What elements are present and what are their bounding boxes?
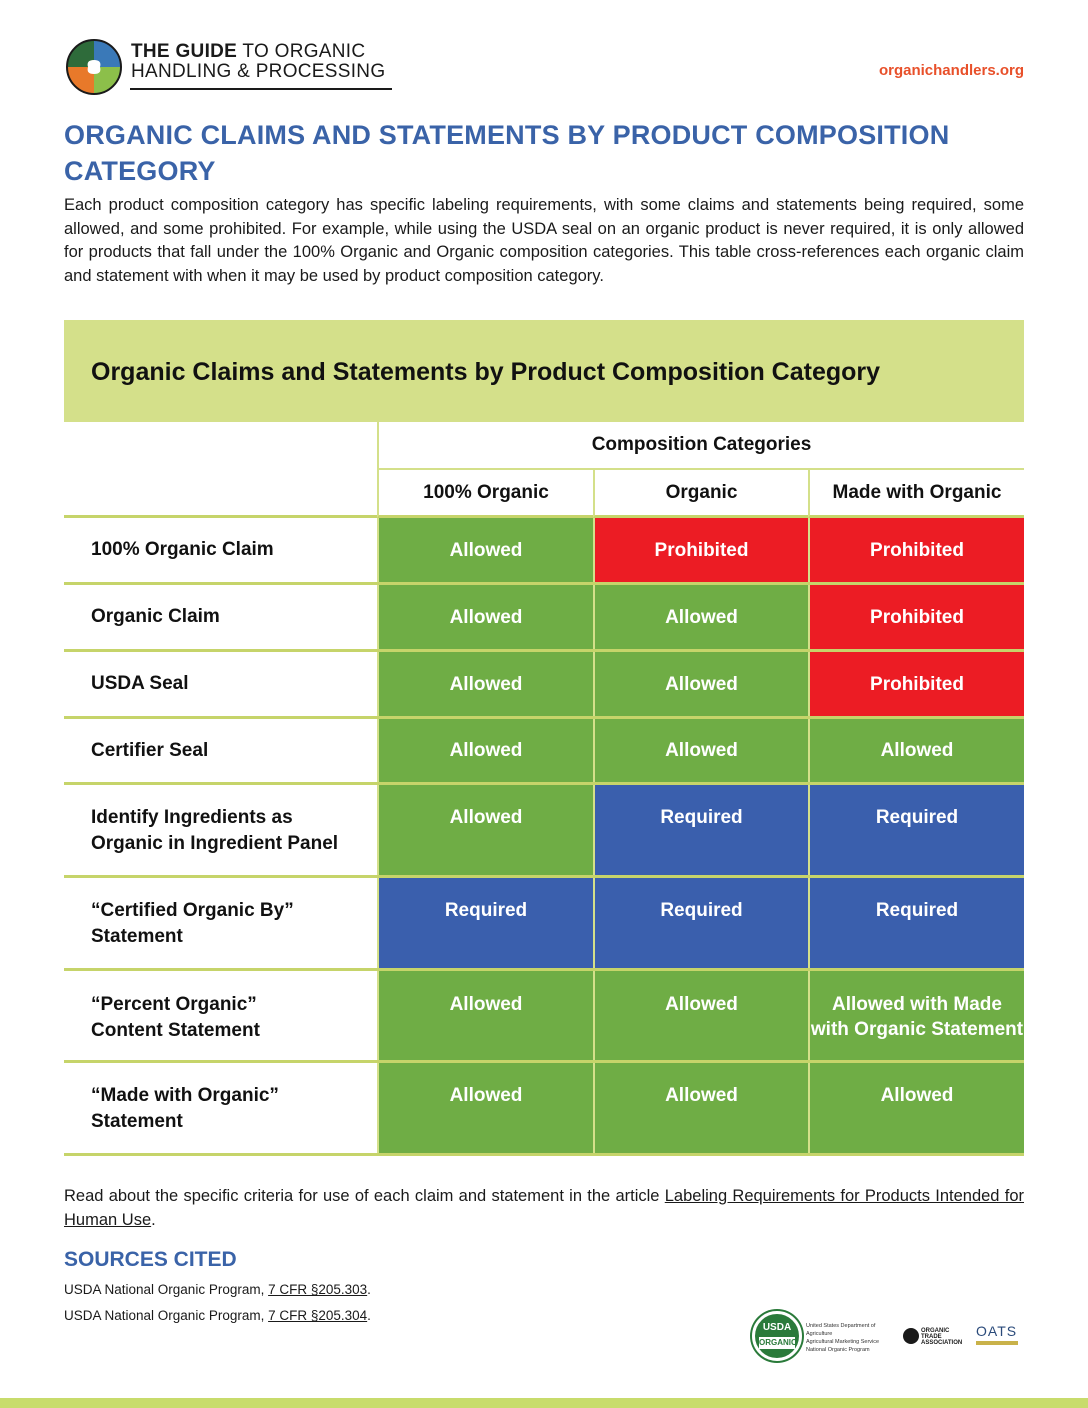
column-header-organic: Organic — [593, 470, 808, 518]
group-header: Composition Categories — [377, 422, 1024, 470]
oats-logo-underline — [976, 1341, 1018, 1345]
usda-organic-seal — [752, 1311, 802, 1361]
logo-line1-bold: THE GUIDE — [131, 41, 238, 62]
intro-paragraph: Each product composition category has specific labeling requirements, with some claims and statements being required, some allowed, and some prohibited. For example, while using the USDA seal on an organic product is never required, it is only allowed for products that fall under the 100% Organic and Organic composition categories. This table cross-references each organic claim and statement with when it may be used by product composition category. — [64, 196, 1024, 285]
oats-logo-text: OATS — [976, 1323, 1018, 1339]
table-row — [64, 785, 1024, 878]
source-suffix: . — [367, 1308, 371, 1323]
usda-caption-line: Agricultural Marketing Service — [806, 1339, 880, 1345]
usda-seal-top: USDA — [762, 1322, 792, 1333]
cell-allowed-with-statement — [808, 971, 1024, 1060]
page-title: ORGANIC CLAIMS AND STATEMENTS BY PRODUCT COMPOSITION CATEGORY — [64, 120, 950, 186]
footer-note — [64, 1184, 1024, 1232]
cell-required: Required — [808, 878, 1024, 968]
cell-allowed: Allowed — [593, 585, 808, 649]
sources-title: SOURCES CITED — [64, 1248, 237, 1271]
cell-allowed: Allowed — [377, 971, 593, 1060]
cell-line2: with Organic Statement — [810, 1019, 1024, 1040]
table-row — [64, 652, 1024, 719]
source-link[interactable]: 7 CFR §205.304 — [268, 1308, 368, 1323]
cell-required: Required — [377, 878, 593, 968]
table-banner — [64, 320, 1024, 422]
table-title: Organic Claims and Statements by Product Composition Category — [91, 358, 881, 386]
labeling-requirements-link[interactable]: Labeling Requirements for Products Intended for Human Use — [64, 1187, 1024, 1229]
row-label-line2: Content Statement — [91, 1020, 260, 1041]
table-row — [64, 1063, 1024, 1156]
cell-prohibited: Prohibited — [808, 585, 1024, 649]
cell-prohibited: Prohibited — [808, 518, 1024, 582]
table-row — [64, 585, 1024, 652]
table-row — [64, 971, 1024, 1063]
cell-allowed: Allowed — [593, 971, 808, 1060]
logo-wordmark — [131, 42, 385, 82]
row-label-line1: Identify Ingredients as — [91, 807, 293, 828]
usda-caption-line: United States Department of Agriculture — [806, 1323, 876, 1337]
table-row — [64, 878, 1024, 971]
cell-required: Required — [593, 878, 808, 968]
cell-allowed: Allowed — [808, 1063, 1024, 1153]
table-row — [64, 518, 1024, 585]
row-label: Certifier Seal — [91, 740, 209, 761]
row-label — [91, 805, 338, 857]
usda-seal-band: ORGANIC — [759, 1338, 797, 1347]
cell-allowed: Allowed — [377, 1063, 593, 1153]
row-label-line1: “Certified Organic By” — [91, 900, 294, 921]
row-label-line2: Organic in Ingredient Panel — [91, 833, 339, 854]
puzzle-logo-icon — [64, 38, 126, 96]
bottom-accent-bar — [0, 1398, 1088, 1408]
row-label — [91, 1083, 279, 1135]
column-header-made-with-organic: Made with Organic — [808, 470, 1024, 518]
row-label-line1: “Percent Organic” — [91, 994, 257, 1015]
cell-allowed: Allowed — [593, 719, 808, 782]
cell-required: Required — [593, 785, 808, 875]
usda-caption — [806, 1322, 898, 1354]
cell-allowed: Allowed — [377, 652, 593, 716]
row-label-line2: Statement — [91, 1111, 183, 1132]
source-prefix: USDA National Organic Program, — [64, 1282, 269, 1297]
ota-logo-text: ORGANIC TRADE ASSOCIATION — [921, 1328, 963, 1346]
site-link[interactable]: organichandlers.org — [878, 62, 1024, 79]
cell-line1: Allowed with Made — [832, 994, 1002, 1015]
cell-allowed: Allowed — [377, 518, 593, 582]
row-label — [91, 898, 294, 950]
guide-logo — [64, 38, 394, 96]
table-row — [64, 719, 1024, 785]
row-label — [91, 992, 260, 1044]
row-label: 100% Organic Claim — [91, 539, 274, 560]
cell-allowed: Allowed — [377, 585, 593, 649]
logo-line2: HANDLING & PROCESSING — [131, 61, 386, 82]
cell-allowed: Allowed — [377, 785, 593, 875]
cell-prohibited: Prohibited — [593, 518, 808, 582]
row-label: USDA Seal — [91, 673, 189, 694]
logo-underline — [130, 88, 392, 90]
source-line — [64, 1282, 371, 1297]
row-label-line2: Statement — [91, 926, 183, 947]
cell-prohibited: Prohibited — [808, 652, 1024, 716]
row-label: Organic Claim — [91, 606, 220, 627]
ota-globe-icon — [903, 1328, 919, 1344]
footer-note-text: Read about the specific criteria for use of each claim and statement in the article — [64, 1187, 665, 1205]
row-label-line1: “Made with Organic” — [91, 1085, 279, 1106]
cell-required: Required — [808, 785, 1024, 875]
column-header-100-organic: 100% Organic — [377, 470, 593, 518]
logo-line1-light: TO ORGANIC — [237, 41, 366, 62]
footer-note-suffix: . — [151, 1211, 156, 1229]
source-prefix: USDA National Organic Program, — [64, 1308, 269, 1323]
cell-allowed: Allowed — [593, 1063, 808, 1153]
cell-allowed: Allowed — [808, 719, 1024, 782]
cell-allowed: Allowed — [377, 719, 593, 782]
source-link[interactable]: 7 CFR §205.303 — [268, 1282, 368, 1297]
cell-allowed: Allowed — [593, 652, 808, 716]
usda-caption-line: National Organic Program — [806, 1347, 870, 1353]
source-line — [64, 1308, 371, 1323]
source-suffix: . — [367, 1282, 371, 1297]
